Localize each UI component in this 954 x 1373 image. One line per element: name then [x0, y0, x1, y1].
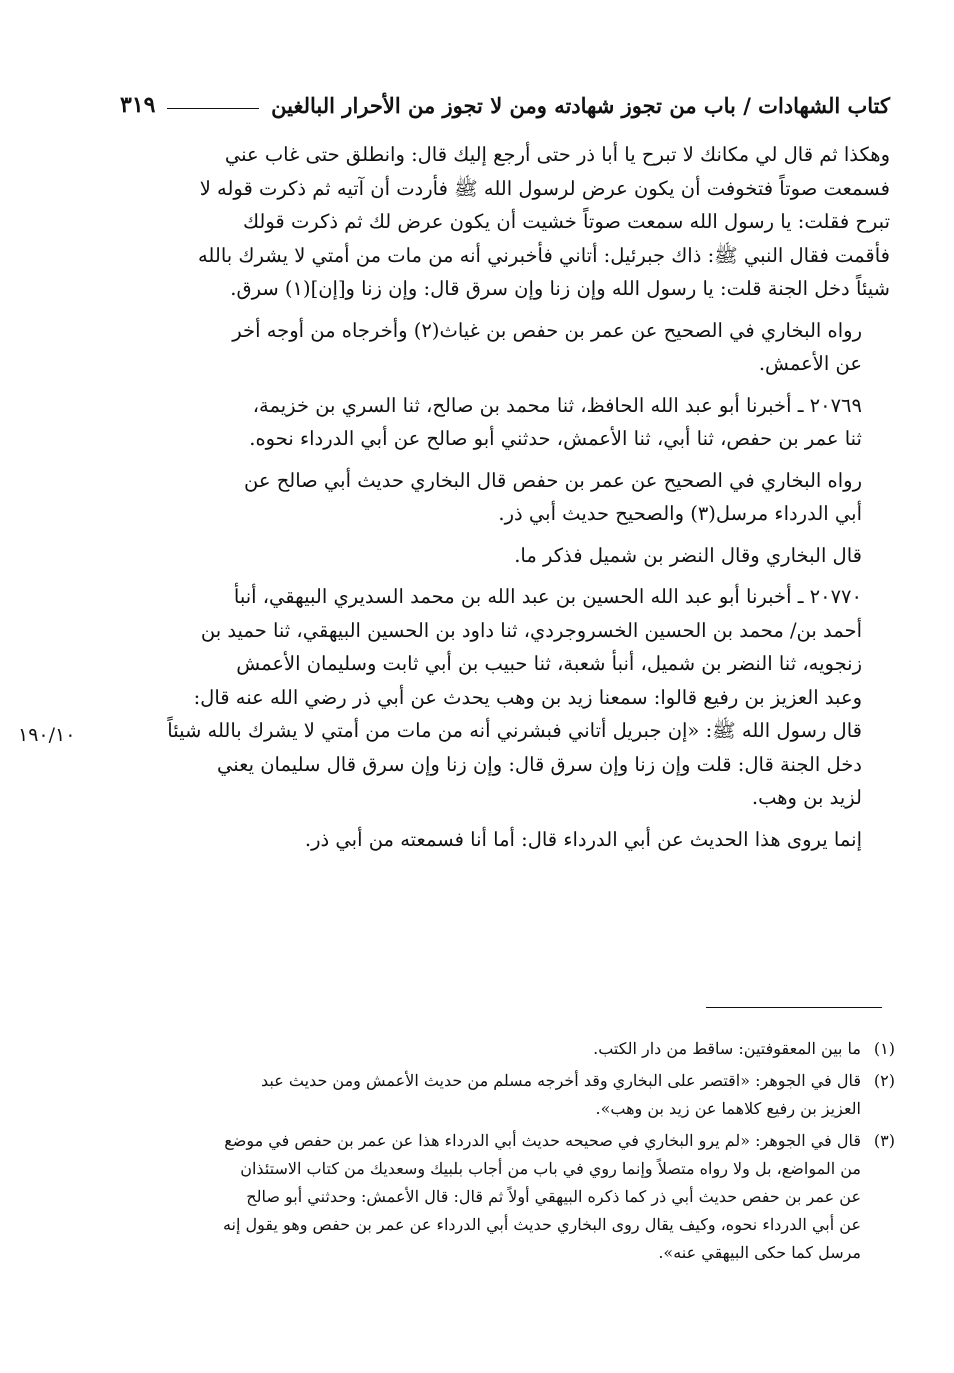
- marginal-reference: ١٩٠/١٠: [18, 724, 76, 746]
- page-number: ٣١٩: [120, 92, 156, 118]
- paragraph-bukhari-note-1: [130, 314, 890, 381]
- text-line: فسمعت صوتاً فتخوفت أن يكون عرض لرسول الله ﷺ فأردت أن آتيه ثم ذكرت قوله لا: [199, 176, 890, 200]
- text-line: قال رسول الله ﷺ: «إن جبريل أتاني فبشرني أنه من مات من أمتي لا يشرك بالله شيئاً: [167, 719, 862, 742]
- footnote-line: من المواضع، بل ولا رواه متصلاً وإنما روي في باب من أجاب بلبيك وسعديك من كتاب الاستئذان: [240, 1159, 861, 1178]
- footnote-line: العزيز بن رفيع كلاهما عن زيد بن وهب».: [595, 1099, 861, 1118]
- footnote-line: قال في الجوهر: «اقتصر على البخاري وقد أخرجه مسلم من حديث الأعمش ومن حديث عبد: [261, 1071, 861, 1090]
- paragraph-hadith-20769: [130, 389, 890, 456]
- text-line: تبرح فقلت: يا رسول الله سمعت صوتاً خشيت أن يكون عرض لك ثم ذكرت قولك: [242, 210, 890, 233]
- text-line: لزيد بن وهب.: [751, 786, 862, 809]
- text-line: رواه البخاري في الصحيح عن عمر بن حفص قال البخاري حديث أبي صالح عن: [244, 468, 862, 492]
- running-header: [120, 88, 890, 122]
- paragraph-closing-note: [130, 823, 890, 857]
- footnote-number: (٢): [873, 1071, 895, 1090]
- footnote-1: [130, 1035, 895, 1063]
- text-line: أحمد بن/ محمد بن الحسين الخسروجردي، ثنا داود بن الحسين البيهقي، ثنا حميد بن: [200, 618, 862, 642]
- text-line: إنما يروى هذا الحديث عن أبي الدرداء قال: أما أنا فسمعته من أبي ذر.: [304, 827, 862, 851]
- text-line: وعبد العزيز بن رفيع قالوا: سمعنا زيد بن وهب يحدث عن أبي ذر رضي الله عنه قال:: [193, 685, 862, 709]
- paragraph-hadith-20770: [130, 580, 890, 815]
- footnote-line: ما بين المعقوفتين: ساقط من دار الكتب.: [593, 1039, 861, 1058]
- text-line: زنجويه، ثنا النضر بن شميل، أنبأ شعبة، ثنا حبيب بن أبي ثابت وسليمان الأعمش: [236, 652, 862, 675]
- text-line: دخل الجنة قال: قلت وإن زنا وإن سرق قال: وإن زنا وإن سرق قال سليمان يعني: [217, 752, 862, 776]
- footnotes: [130, 1035, 895, 1271]
- paragraph-bukhari-note-2: [130, 464, 890, 531]
- footnote-separator: [706, 1007, 882, 1008]
- text-line: أبي الدرداء مرسل(٣) والصحيح حديث أبي ذر.: [498, 502, 862, 525]
- header-rule: [167, 108, 259, 109]
- text-line: وهكذا ثم قال لي مكانك لا تبرح يا أبا ذر حتى أرجع إليك قال: وانطلق حتى غاب عني: [224, 143, 890, 166]
- footnote-line: قال في الجوهر: «لم يرو البخاري في صحيحه حديث أبي الدرداء هذا عن عمر بن حفص في موضع: [224, 1131, 861, 1150]
- footnote-3: [130, 1127, 895, 1267]
- text-line: ٢٠٧٦٩ ـ أخبرنا أبو عبد الله الحافظ، ثنا محمد بن صالح، ثنا السري بن خزيمة،: [252, 393, 862, 417]
- text-line: فأقمت فقال النبي ﷺ: ذاك جبرئيل: أتاني فأخبرني أنه من مات من أمتي لا يشرك بالله: [197, 243, 890, 267]
- footnote-line: عن أبي الدرداء نحوه، وكيف يقال روى البخاري حديث أبي الدرداء عن عمر بن حفص وهو يقول إنه: [222, 1215, 861, 1234]
- header-title: كتاب الشهادات / باب من تجوز شهادته ومن لا تجوز من الأحرار البالغين: [271, 92, 890, 118]
- text-line: رواه البخاري في الصحيح عن عمر بن حفص بن غياث(٢) وأخرجاه من أوجه أخر: [232, 318, 862, 342]
- text-line: قال البخاري وقال النضر بن شميل فذكر ما.: [514, 543, 862, 567]
- footnote-number: (٣): [873, 1131, 895, 1150]
- text-line: ٢٠٧٧٠ ـ أخبرنا أبو عبد الله الحسين بن عبد الله بن محمد السديري البيهقي، أنبأ: [233, 585, 862, 608]
- text-line: شيئاً دخل الجنة قلت: يا رسول الله وإن زنا وإن سرق قال: وإن زنا و[إن](١) سرق.: [230, 277, 890, 300]
- footnote-line: مرسل كما حكى البيهقي عنه».: [658, 1243, 861, 1262]
- paragraph-hadith-continuation: [130, 138, 890, 306]
- footnote-2: [130, 1067, 895, 1123]
- text-line: عن الأعمش.: [758, 352, 862, 375]
- text-line: ثنا عمر بن حفص، ثنا أبي، ثنا الأعمش، حدثني أبو صالح عن أبي الدرداء نحوه.: [249, 427, 862, 450]
- main-text: [130, 138, 890, 864]
- footnote-line: عن عمر بن حفص حديث أبي ذر كما ذكره البيهقي أولاً ثم قال: قال الأعمش: وحدثني أبو صالح: [246, 1187, 861, 1206]
- paragraph-bukhari-note-3: [130, 539, 890, 573]
- footnote-number: (١): [873, 1039, 895, 1058]
